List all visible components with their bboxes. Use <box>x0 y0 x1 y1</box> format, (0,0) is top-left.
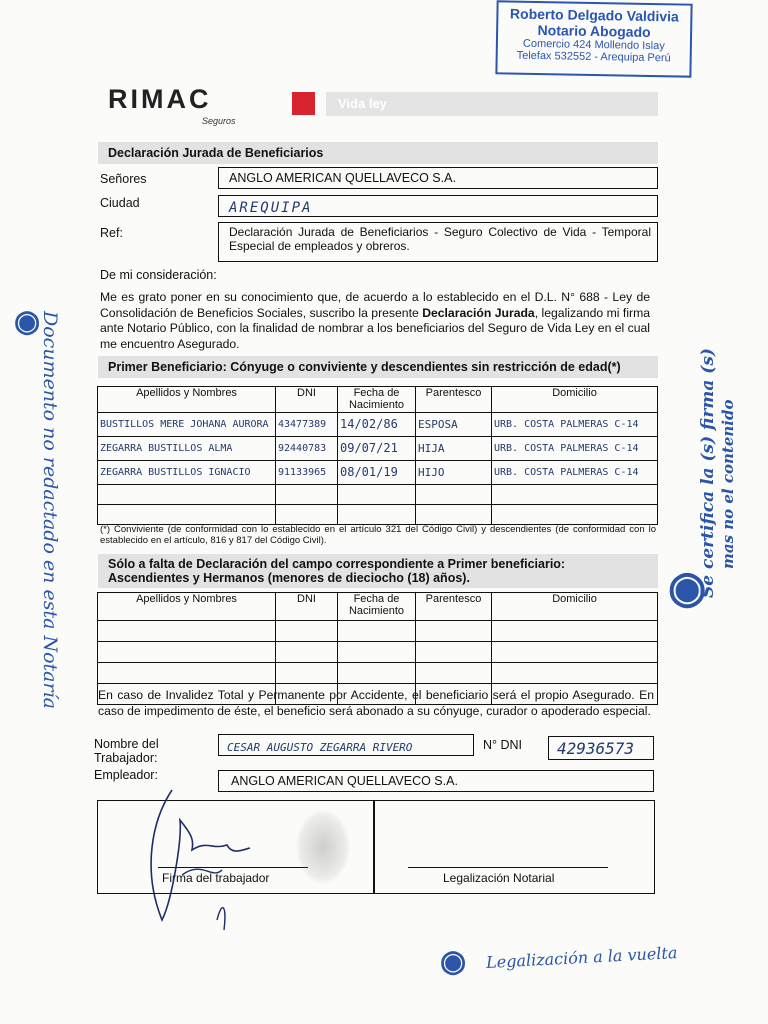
intro-text-2: , legalizando mi firma ante Notario Público, con la finalidad de nombrar a los beneficiarios del Seguro de Vida Ley en el cual me encuentro Asegurado. <box>100 305 651 351</box>
ref-field: Declaración Jurada de Beneficiarios - Seguro Colectivo de Vida - Temporal Especial de empleados y obreros. <box>218 222 658 262</box>
worker-name-label: Nombre del Trabajador: <box>94 737 159 765</box>
notary-signature-line <box>408 867 608 868</box>
cell-fecha <box>338 663 416 684</box>
notary-signature-label: Legalización Notarial <box>443 871 555 885</box>
cell-parentesco <box>416 505 492 525</box>
cell-name <box>98 621 276 642</box>
right-vertical-stamp-1: Se certifica la (s) firma (s) <box>698 348 718 598</box>
cell-domicilio <box>492 621 658 642</box>
col-header: DNI <box>276 593 338 621</box>
cell-domicilio <box>492 663 658 684</box>
senores-label: Señores <box>100 172 147 186</box>
fingerprint <box>296 810 350 884</box>
cell-fecha <box>338 485 416 505</box>
dni-label: N° DNI <box>483 738 523 752</box>
cell-parentesco <box>416 485 492 505</box>
worker-signature-label: Firma del trabajador <box>162 871 270 885</box>
greeting: De mi consideración: <box>100 268 217 282</box>
col-header: Parentesco <box>416 387 492 413</box>
red-square-icon <box>292 92 315 115</box>
cell-parentesco: HIJO <box>416 461 492 485</box>
cell-name <box>98 642 276 663</box>
col-header: Parentesco <box>416 593 492 621</box>
col-header: Domicilio <box>492 387 658 413</box>
cell-domicilio <box>492 485 658 505</box>
cell-dni <box>276 505 338 525</box>
table-row <box>98 642 658 663</box>
right-notary-logo-icon: ◉ <box>668 563 707 612</box>
intro-paragraph <box>100 290 650 352</box>
second-title-line-1: Sólo a falta de Declaración del campo correspondiente a Primer beneficiario: <box>108 557 566 571</box>
first-table-header <box>98 387 658 413</box>
cell-dni: 43477389 <box>276 413 338 437</box>
product-bar <box>326 92 658 116</box>
bottom-stamp: Legalización a la vuelta <box>485 943 678 972</box>
intro-text-1: Me es grato poner en su conocimiento que, de acuerdo a lo establecido en el D.L. N° 688 - Ley de Consolidación de Beneficios Sociales, suscribo la presente <box>100 290 650 320</box>
cell-dni <box>276 642 338 663</box>
left-notary-logo-icon: ◉ <box>14 305 41 338</box>
cell-fecha <box>338 505 416 525</box>
senores-field: ANGLO AMERICAN QUELLAVECO S.A. <box>218 167 658 189</box>
col-header: DNI <box>276 387 338 413</box>
second-table-header <box>98 593 658 621</box>
first-beneficiary-title: Primer Beneficiario: Cónyuge o conviviente y descendientes sin restricción de edad(*) <box>98 356 658 378</box>
stamp-line-3: Comercio 424 Mollendo Islay <box>522 37 665 53</box>
cell-name: ZEGARRA BUSTILLOS IGNACIO <box>98 461 276 485</box>
cell-domicilio <box>492 505 658 525</box>
col-header: Domicilio <box>492 593 658 621</box>
second-title-line-2: Ascendientes y Hermanos (menores de dieciocho (18) años). <box>108 571 470 585</box>
stamp-line-2: Notario Abogado <box>537 22 651 40</box>
cell-name: BUSTILLOS MERE JOHANA AURORA <box>98 413 276 437</box>
col-header: Fecha de Nacimiento <box>338 387 416 413</box>
cell-parentesco <box>416 642 492 663</box>
table-row <box>98 505 658 525</box>
notary-stamp <box>495 0 692 77</box>
employer-label: Empleador: <box>94 768 158 782</box>
dni-field <box>548 736 654 760</box>
employer-field: ANGLO AMERICAN QUELLAVECO S.A. <box>218 770 654 792</box>
worker-name-field <box>218 734 474 756</box>
dni-value: 42936573 <box>557 739 635 758</box>
cell-name: ZEGARRA BUSTILLOS ALMA <box>98 437 276 461</box>
table-row <box>98 663 658 684</box>
invalidez-paragraph: En caso de Invalidez Total y Permanente por Accidente, el beneficiario será el propio Asegurado. En caso de impedimento de éste, el beneficio será abonado a su cónyuge, curador o apoderado especial. <box>98 688 654 718</box>
table-row <box>98 461 658 485</box>
cell-parentesco <box>416 663 492 684</box>
signature-divider <box>373 801 375 893</box>
cell-domicilio: URB. COSTA PALMERAS C-14 <box>492 437 658 461</box>
ciudad-field <box>218 195 658 217</box>
cell-parentesco: HIJA <box>416 437 492 461</box>
cell-name <box>98 663 276 684</box>
cell-name <box>98 505 276 525</box>
product-label: Vida ley <box>338 96 387 111</box>
ciudad-label: Ciudad <box>100 196 140 210</box>
cell-fecha: 14/02/86 <box>338 413 416 437</box>
ciudad-value: AREQUIPA <box>229 200 313 216</box>
cell-dni <box>276 663 338 684</box>
cell-parentesco: ESPOSA <box>416 413 492 437</box>
intro-bold: Declaración Jurada <box>422 305 535 320</box>
cell-dni <box>276 485 338 505</box>
cell-domicilio: URB. COSTA PALMERAS C-14 <box>492 413 658 437</box>
cell-dni: 92440783 <box>276 437 338 461</box>
cell-dni <box>276 621 338 642</box>
rimac-logo: RIMAC <box>108 84 212 114</box>
col-header: Apellidos y Nombres <box>98 593 276 621</box>
stamp-line-4: Telefax 532552 - Arequipa Perú <box>516 49 671 65</box>
table-row <box>98 413 658 437</box>
cell-name <box>98 485 276 505</box>
cell-parentesco <box>416 621 492 642</box>
cell-fecha <box>338 621 416 642</box>
cell-domicilio: URB. COSTA PALMERAS C-14 <box>492 461 658 485</box>
rimac-logo-sub: Seguros <box>202 116 236 126</box>
cell-fecha: 08/01/19 <box>338 461 416 485</box>
col-header: Apellidos y Nombres <box>98 387 276 413</box>
form-title: Declaración Jurada de Beneficiarios <box>98 142 658 164</box>
bottom-notary-logo-icon: ◉ <box>440 945 467 978</box>
cell-dni: 91133965 <box>276 461 338 485</box>
stamp-line-1: Roberto Delgado Valdivia <box>509 5 679 25</box>
footnote: (*) Conviviente (de conformidad con lo establecido en el artículo 321 del Código Civil) y descendientes (de conformidad con lo establecido en el artículo, 816 y 817 del Código Civil). <box>100 524 656 546</box>
col-header: Fecha de Nacimiento <box>338 593 416 621</box>
table-row <box>98 621 658 642</box>
table-row <box>98 485 658 505</box>
handwritten-signature <box>132 780 272 940</box>
cell-fecha: 09/07/21 <box>338 437 416 461</box>
table-row <box>98 437 658 461</box>
ref-label: Ref: <box>100 226 123 240</box>
first-beneficiary-table <box>97 386 658 525</box>
left-vertical-stamp: Documento no redactado en esta Notaría <box>39 311 61 709</box>
worker-name-value: CESAR AUGUSTO ZEGARRA RIVERO <box>227 741 413 754</box>
second-beneficiary-title <box>98 554 658 588</box>
cell-fecha <box>338 642 416 663</box>
cell-domicilio <box>492 642 658 663</box>
right-vertical-stamp-2: mas no el contenido <box>719 399 737 569</box>
